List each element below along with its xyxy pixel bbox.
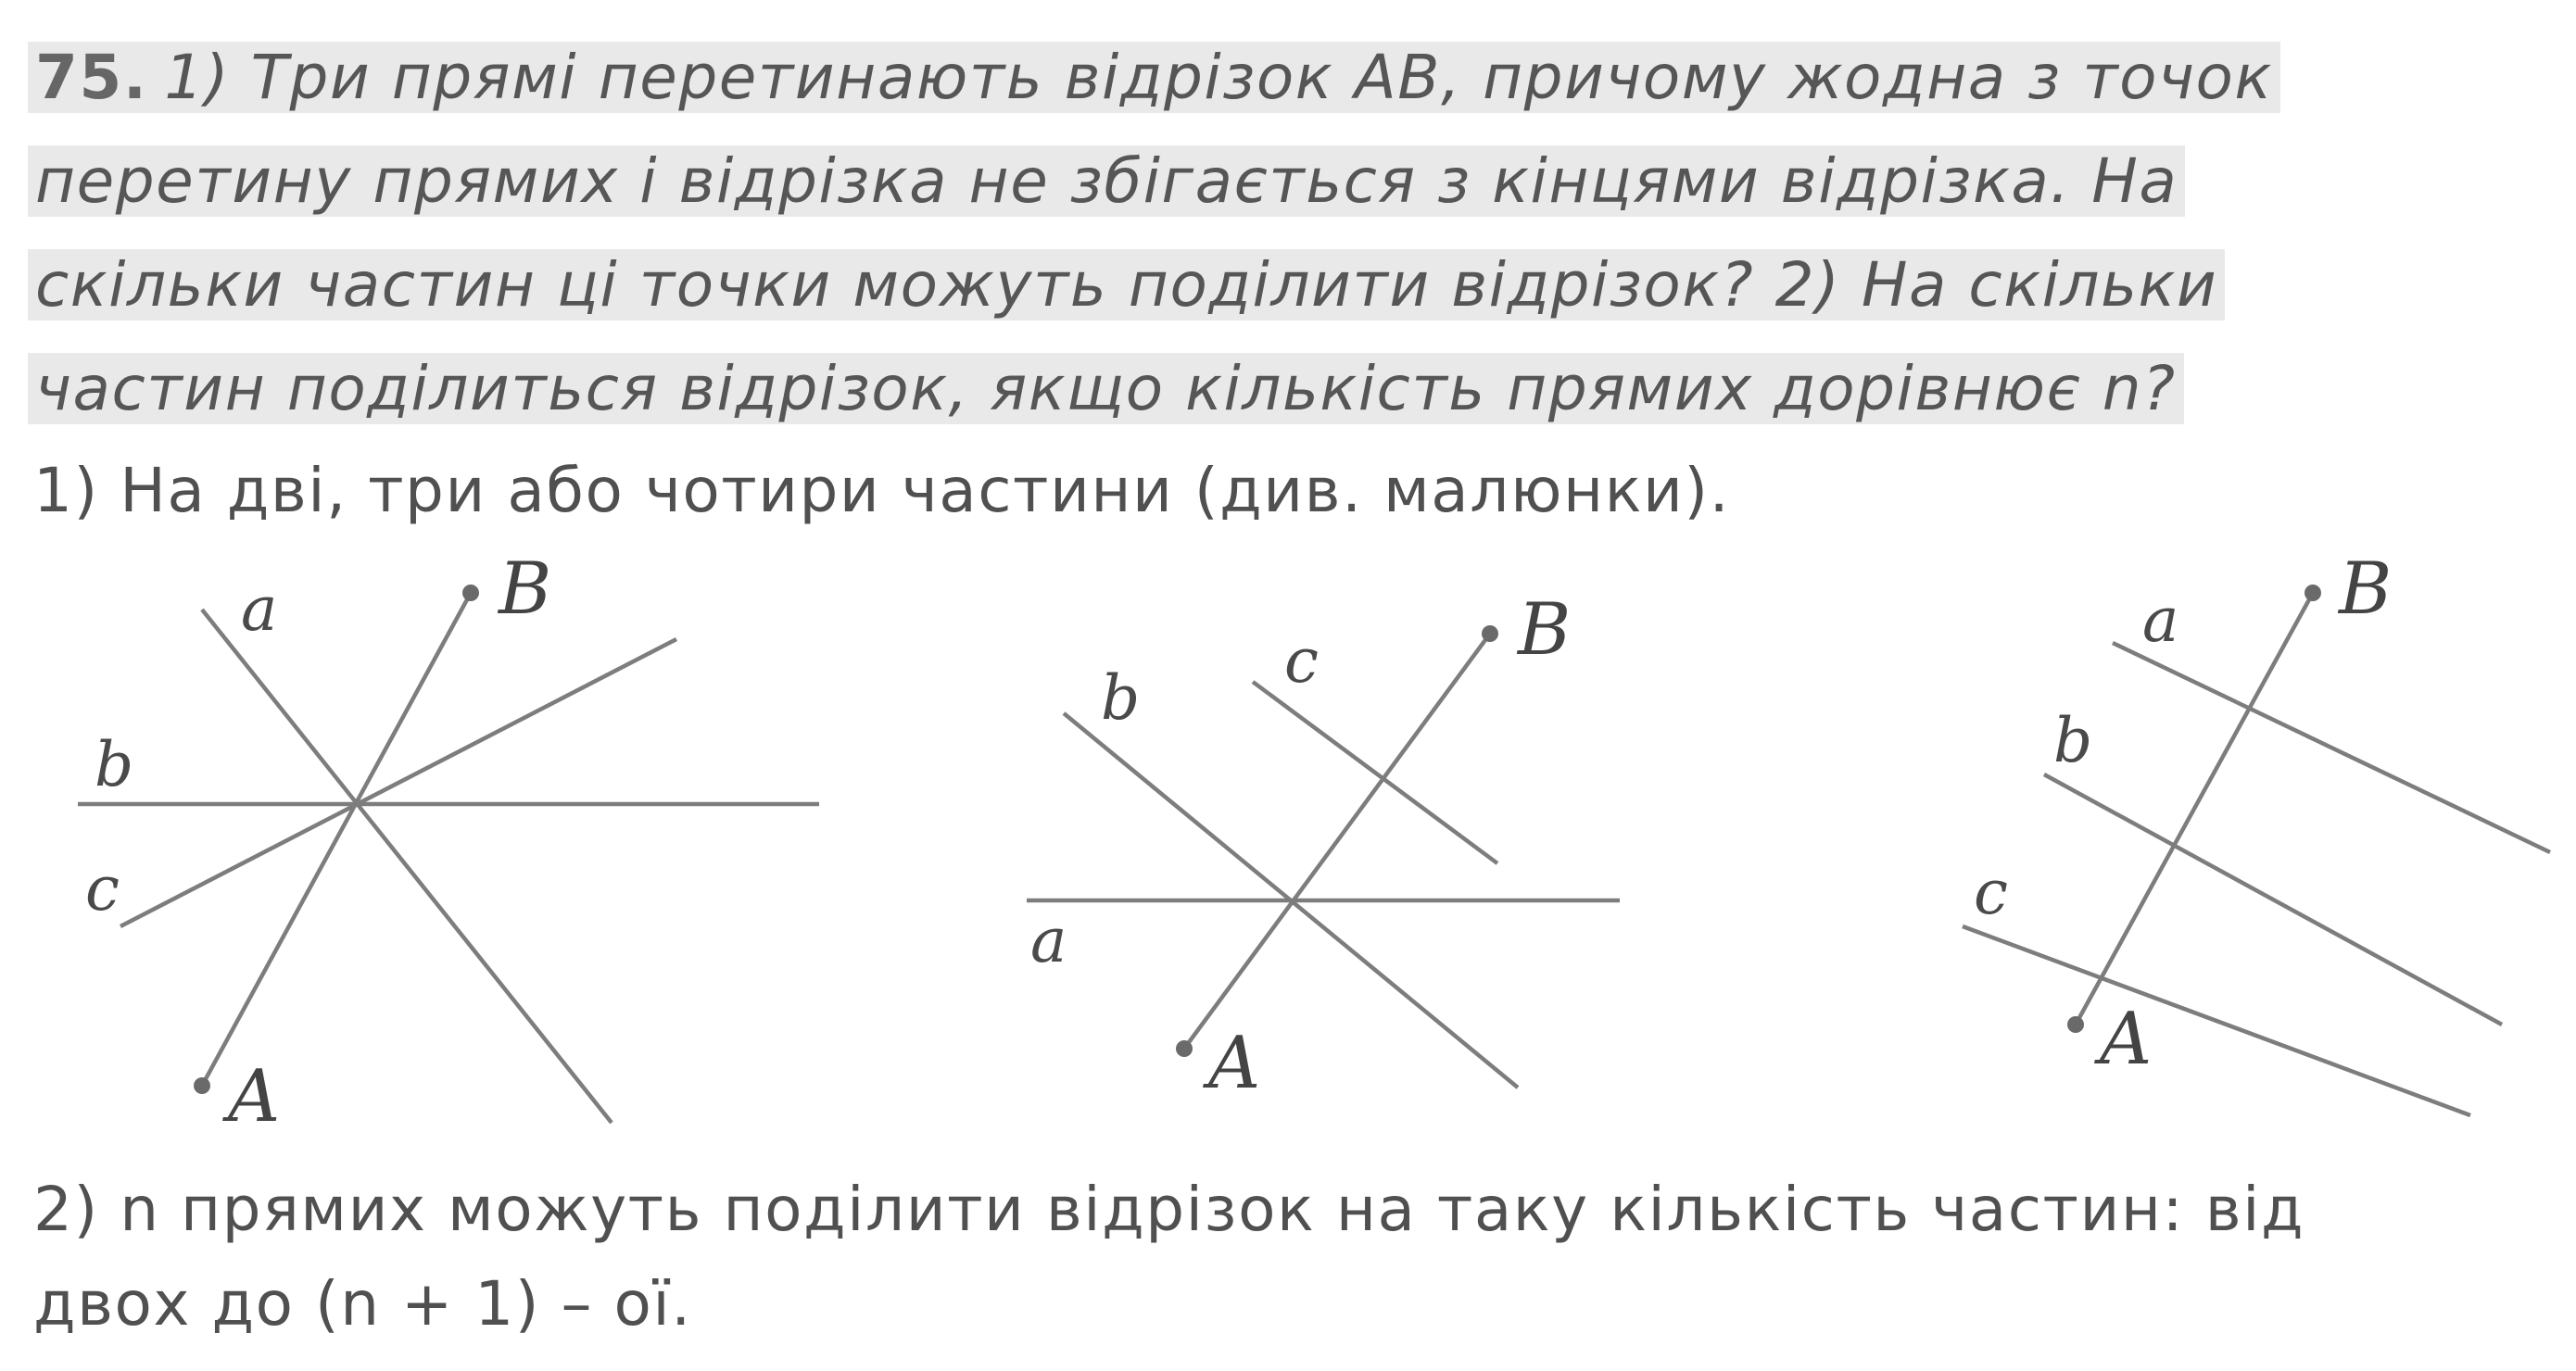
- segment-ab: [2076, 593, 2313, 1025]
- line-c: [1253, 682, 1497, 863]
- label-point-b: B: [499, 547, 552, 631]
- figure-1: [56, 547, 852, 1149]
- label-point-b: B: [1518, 588, 1572, 672]
- point-a: [194, 1077, 210, 1094]
- answer-part-2-line-2: двох до (n + 1) – ої.: [33, 1268, 692, 1340]
- problem-line-1: [28, 26, 2567, 130]
- problem-line-1-highlight: [28, 42, 2280, 113]
- label-point-a: A: [228, 1055, 281, 1138]
- figure-2: [1001, 588, 1668, 1130]
- line-c: [1963, 926, 2470, 1115]
- label-point-b: B: [2339, 547, 2393, 631]
- line-b: [2044, 774, 2502, 1025]
- label-line-c: c: [1284, 625, 1319, 697]
- problem-statement: [28, 26, 2567, 441]
- line-a: [202, 610, 612, 1123]
- line-a: [2113, 643, 2550, 852]
- segment-ab: [1184, 634, 1490, 1049]
- problem-line-3: [28, 233, 2567, 337]
- point-a: [1176, 1040, 1193, 1057]
- problem-number: 75.: [35, 42, 148, 113]
- point-b: [462, 585, 479, 601]
- label-line-b: b: [95, 729, 134, 800]
- label-point-a: A: [2100, 998, 2153, 1081]
- point-b: [1482, 625, 1498, 642]
- point-b: [2305, 585, 2321, 601]
- label-point-a: A: [1208, 1022, 1261, 1105]
- problem-text-1: 1) Три прямі перетинають відрізок AB, причому жодна з точок: [164, 42, 2273, 113]
- problem-text-4: частин поділиться відрізок, якщо кількість прямих дорівнює n?: [28, 353, 2184, 424]
- label-line-b: b: [2053, 705, 2093, 776]
- label-line-c: c: [85, 853, 120, 924]
- problem-text-2: перетину прямих і відрізка не збігається з кінцями відрізка. На: [28, 145, 2185, 217]
- answer-part-1: 1) На дві, три або чотири частини (див. малюнки).: [33, 455, 1731, 526]
- problem-text-3: скільки частин ці точки можуть поділити відрізок? 2) На скільки: [28, 249, 2225, 321]
- label-line-c: c: [1974, 857, 2008, 928]
- answer-part-2-line-1: 2) n прямих можуть поділити відрізок на таку кількість частин: від: [33, 1174, 2305, 1245]
- segment-ab: [202, 593, 471, 1086]
- problem-line-4: [28, 337, 2567, 441]
- label-line-a: a: [2142, 585, 2179, 656]
- point-a: [2067, 1016, 2084, 1033]
- label-line-b: b: [1101, 662, 1141, 734]
- line-c: [120, 639, 676, 926]
- label-line-a: a: [1030, 905, 1067, 976]
- problem-line-2: [28, 130, 2567, 233]
- label-line-a: a: [241, 573, 278, 645]
- figure-3: [1946, 547, 2576, 1149]
